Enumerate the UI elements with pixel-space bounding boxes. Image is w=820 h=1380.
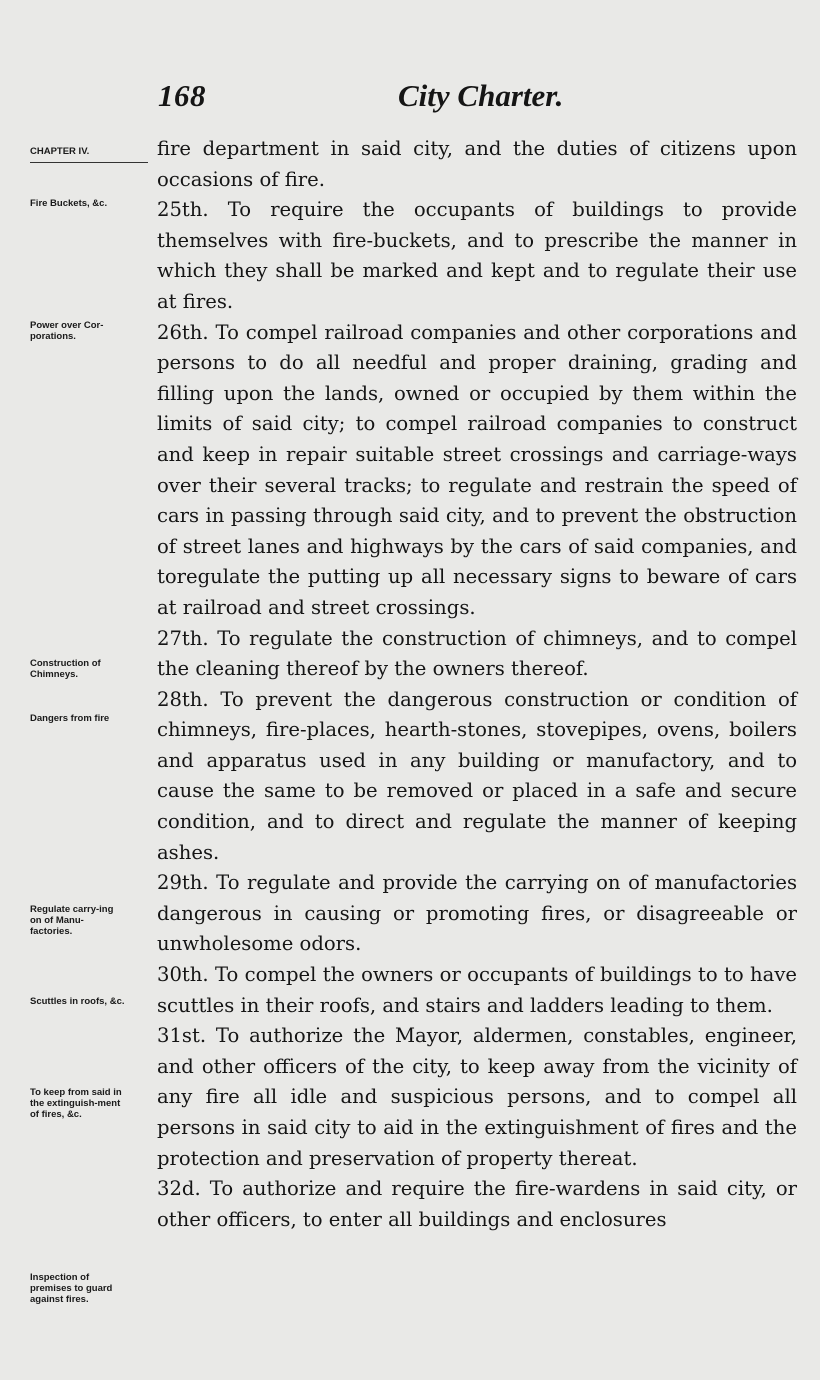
margin-note-manufactories: Regulate carry-ing on of Manu-factories. [30, 904, 114, 937]
margin-note-fire-buckets: Fire Buckets, &c. [30, 198, 108, 209]
page-header [0, 78, 820, 122]
running-title: City Charter. [398, 78, 564, 113]
margin-note-chimneys: Construction of Chimneys. [30, 658, 101, 680]
margin-note-inspection: Inspection of premises to guard against fires. [30, 1272, 113, 1305]
paragraph: 31st. To authorize the Mayor, aldermen, constables, engineer, and other officers of the city, to keep away from the vicinity of any fire all idle and suspicious persons, and to compel all persons in said city to aid in the extinguishment of fires and the protection and preservation of property thereat. [157, 1024, 797, 1170]
margin-note-chapter: CHAPTER IV. [30, 146, 90, 157]
margin-note-extinguishment: To keep from said in the extinguish-ment of fires, &c. [30, 1087, 122, 1120]
paragraph: fire department in said city, and the duties of citizens upon occasions of fire. [157, 137, 797, 191]
chapter-rule [30, 162, 148, 163]
paragraph: 28th. To prevent the dangerous construction or condition of chimneys, fire-places, hearth-stones, stovepipes, ovens, boilers and apparatus used in any building or manufactory, and to cause the same to be removed or placed in a safe and secure condition, and to direct and regulate the manner of keeping ashes. [157, 687, 797, 864]
body-text [157, 134, 797, 1235]
margin-note-scuttles: Scuttles in roofs, &c. [30, 996, 125, 1007]
paragraph: 32d. To authorize and require the fire-wardens in said city, or other officers, to enter all buildings and enclosures [157, 1177, 797, 1231]
margin-note-corporations: Power over Cor-porations. [30, 320, 104, 342]
paragraph: 30th. To compel the owners or occupants of buildings to to have scuttles in their roofs, and stairs and ladders leading to them. [157, 963, 797, 1017]
paragraph: 26th. To compel railroad companies and other corporations and persons to do all needful and proper draining, grading and filling upon the lands, owned or occupied by them within the limits of said city; to compel railroad companies to construct and keep in repair suitable street crossings and carriage-ways over their several tracks; to regulate and restrain the speed of cars in passing through said city, and to prevent the obstruction of street lanes and highways by the cars of said companies, and toregulate the putting up all necessary signs to beware of cars at railroad and street crossings. [157, 320, 797, 619]
paragraph: 27th. To regulate the construction of chimneys, and to compel the cleaning thereof by the owners thereof. [157, 626, 797, 681]
paragraph: 29th. To regulate and provide the carrying on of manufactories dangerous in causing or promoting fires, or disagreeable or unwholesome odors. [157, 871, 797, 956]
paragraph: 25th. To require the occupants of buildings to provide themselves with fire-buckets, and to prescribe the manner in which they shall be marked and kept and to regulate their use at fires. [157, 198, 797, 313]
margin-note-dangers: Dangers from fire [30, 713, 110, 724]
page-number: 168 [158, 78, 206, 113]
